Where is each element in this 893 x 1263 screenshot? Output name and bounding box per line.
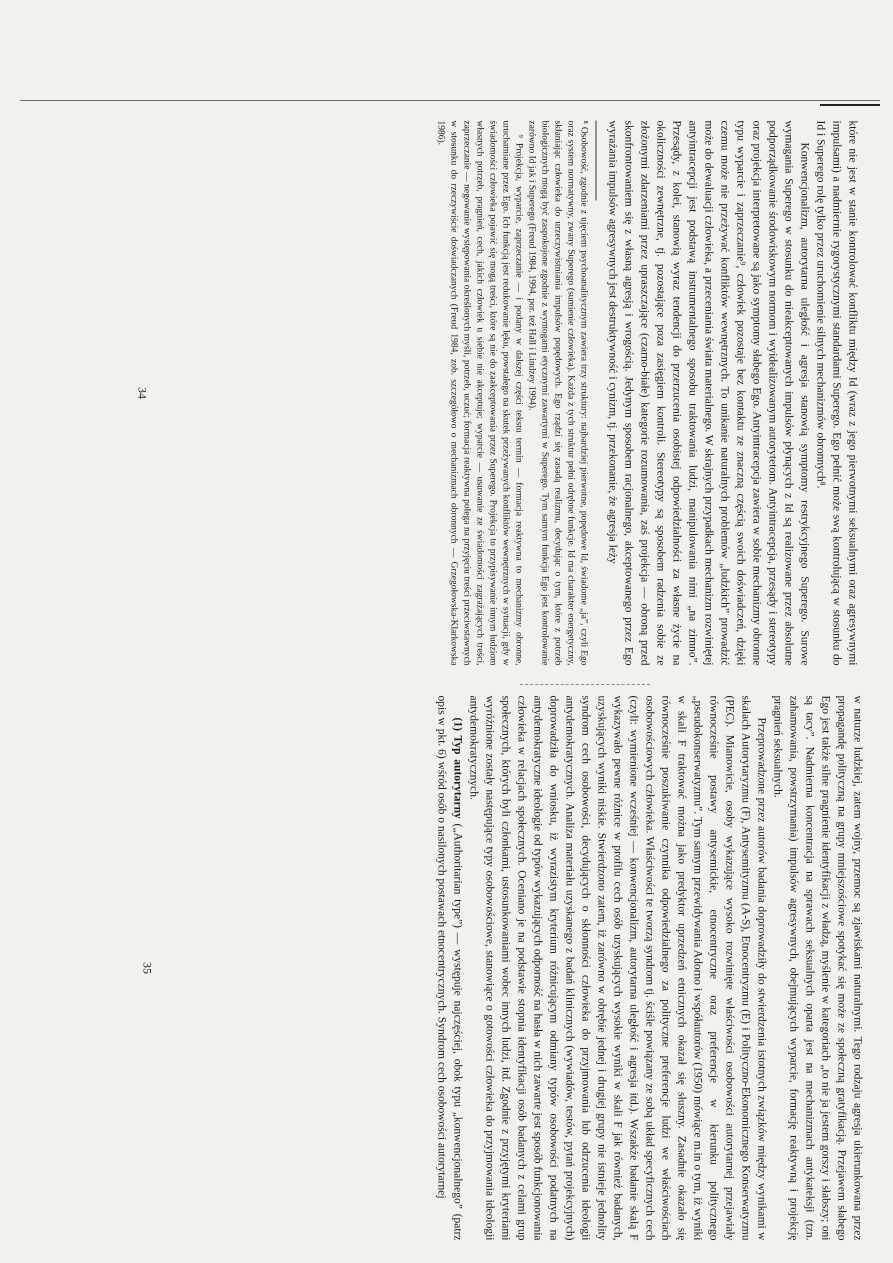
page-number: 35 (140, 961, 154, 974)
footnote: ⁹ Projekcja, wyparcie, zaprzeczanie — i podany w dalszej części tekstu termin — formacja reaktywna to mechanizmy obronne, uruchamiane przez Ego. Ich funkcją jest redukowanie lęku, powstałego na skutek przeżywanych konfliktów wewnętrznych w sytuacji, gdy w świadomości człowieka pojawić się mogą treści, które są nie do zaakceptowania przez Superego. Projekcja to przypisywanie innym ludziom własnych potrzeb, pragnień, cech, jakich człowiek u siebie nie akceptuje; wyparcie — usuwanie ze świadomości zagrażających treści, zaprzeczanie — negowanie występowania określonych myśli, potrzeb, uczuć; formacja reaktywna polega na przyjęciu treści przeciwstawnych w stosunku do rzeczywiście doświadczanych (Freud 1984, zob. szczegółowo o mechanizmach obronnych — Grzegołowska-Klarkowska 1986). (435, 120, 523, 665)
type-description: („Authoritarian type”) — występuje najczęściej, obok typu „konwencjonalnego” (patrz opis w pkt. 6) wśród osób o nasilonych postawach etnocentrycznych. Syndrom cech osobowości autorytarnej (435, 695, 463, 1241)
scan-artifact-line (520, 684, 650, 685)
scan-artifact-line (20, 100, 880, 101)
body-paragraph: które nie jest w stanie kontrolować konfliktu między Id (wraz z jego pierwotnymi seksualnymi oraz agresywnymi impulsami) a nadmiernie rygorystycznymi standardami Superego. Ego pełnić może swą kontrolującą w stosunku do Id i Superego rolę tylko przez uruchomienie silnych mechanizmów obronnych⁸. (814, 120, 858, 665)
book-page-left (135, 120, 860, 665)
body-paragraph: Konwencjonalizm, autorytarna uległość i agresja stanowią symptomy restrykcyjnego Superego. Surowe wymagania Superego w stosunku do nieakceptowanych impulsów płynących z Id są realizowane przez absolutne podporządkowanie środowiskowym normom i wyidealizowanym autorytetom. Antyintracepcja, przesądy i stereotypy oraz projekcja interpretowane są jako symptomy słabego Ego. Antyintracepcja zawiera w sobie mechanizmy obronne typu wyparcie i zaprzeczanie⁹, człowiek pozostaje bez kontaktu ze znaczną częścią swoich doświadczeń, dzięki czemu może nie przeżywać konfliktów wewnętrznych. To unikanie naturalnych problemów „ludzkich” prowadzić może do dewaluacji człowieka, a przeceniania świata materialnego. W skrajnych przypadkach mechanizm rozwiniętej antyintracepcji jest podstawą instrumentalnego sposobu traktowania ludzi, manipulowania nimi „na zimno”. Przesądy, z kolei, stanowią wyraz tendencji do przerzucenia osobistej odpowiedzialności za własne życie na okoliczności zewnętrzne, tj. pozostające poza zasięgiem kontroli. Stereotypy są sposobem radzenia sobie ze złożonymi zdarzeniami przez upraszczające (czarno-białe) kategorie rozumowania, zaś projekcja — obroną przed skonfrontowaniem się z własną agresją i wrogością. Jedynym sposobem racjonalnego, akceptowanego przez Ego wyrażania impulsów agresywnych jest destruktywność i cynizm, tj. przekonanie, że agresja leży (606, 120, 810, 665)
footnote-divider (595, 120, 596, 200)
book-page-right (140, 695, 865, 1241)
body-paragraph: Przeprowadzone przez autorów badania doprowadziły do stwierdzenia istotnych związków między wynikami w skalach Autorytaryzmu (F), Antysemityzmu (A-S), Etnocentryzmu (E) i Polityczno-Ekonomicznego Konserwatyzmu (PEC). Mianowicie, osoby wykazujące wysoko rozwinięte właściwości osobowości autorytarnej przejawiały równocześnie postawy antysemickie, etnocentryczne oraz preferencje w kierunku politycznego „pseudokonserwatyzmu”. Tym samym przewidywania Adorno i współautorów (1950) mówiące m.in o tym, iż wyniki w skali F traktować można jako predyktor uprzedzeń etnicznych okazał się słuszny. Zasadnie okazało się równocześnie poszukiwanie czynnika odpowiedzialnego za polityczne preferencje ludzi we właściwościach osobowościowych człowieka. Właściwości te tworzą syndrom tj. ściśle powiązany ze sobą układ specyficznych cech (czyli: wymienione wcześniej — konwencjonalizm, autorytarna uległość i agresja itd.). Wszakże badanie skalą F wykazywało pewne różnice w profilu cech osób uzyskujących wysokie wyniki w skali F jak również badanych, uzyskujących wyniki niskie. Stwierdzono zatem, iż zarówno w obrębie jednej i drugiej grupy nie istnieje jednolity syndrom cech osobowości, decydujących o skłonności człowieka do przyjmowania lub odrzucenia ideologii antydemokratycznych. Analiza materiału uzyskanego z badań klinicznych (wywiadów, testów, pytań projekcyjnych) doprowadziła do wniosku, iż wyrazistym kryterium różnicującym odmiany typów osobowości podatnych na antydemokratyczne ideologie od typów wykazujących odporność na hasła w nich zawarte jest sposób funkcjonowania człowieka w relacjach społecznych. Oceniano je na podstawie stopnia identyfikacji osób badanych z celami grup społecznych, których byli członkami, ustosunkowaniami wobec innych ludzi, itd. Zgodnie z przyjętymi kryteriami wyróżnione zostały następujące typy osobowościowe, stanowiące o gotowości człowieka do przyjmowania ideologii antydemokratycznych. (467, 695, 767, 1240)
type-heading: (1) Typ autorytarny (451, 717, 463, 819)
scan-artifact-line (820, 104, 880, 106)
page-number: 34 (135, 386, 149, 399)
footnote: ⁸ Osobowość, zgodnie z ujęciem psychoanalitycznym zawiera trzy struktury: najbardziej pierwotne, popędowe Id, świadome „ja”, czyli Ego oraz system normatywny, zwany Superego (sumienie człowieka). Każda z tych struktur pełni odrębne funkcje. Id ma charakter energetyczny, skłaniając człowieka do urzeczywistniania impulsów popędowych. Ego rządzi się zasadą realizmu, decydując o tym, które z potrzeb biologicznych mogą być zaspokojone zgodnie z wymogami etycznymi zawartymi w Superego. Tym samym funkcja Ego jest kontrolowanie zarówno Id jak i Superego (Freud 1984, 1994, por. też Hall i Lindzey 1994). (526, 120, 588, 665)
body-paragraph: w naturze ludzkiej, zatem wojny, przemoc są zjawiskami naturalnymi. Tego rodzaju agresja ukierunkowana przez propagandę polityczną na grupy mniejszościowe spotykać się może ze społeczną gratyfikacją. Przejawem słabego Ego jest także silne pragnienie identyfikacji z władzą, myślenie w kategoriach „to nie ja jestem gorszy i słabszy; oni są tacy”. Nadmierna koncentracja na sprawach seksualnych oparta jest na mechanizmach antykateksji (tzn. zahamowania, powstrzymania) impulsów agresywnych, obejmujących wyparcie, formację reaktywną i projekcję pragnień seksualnych. (771, 695, 863, 1240)
typology-paragraph (433, 695, 465, 1240)
